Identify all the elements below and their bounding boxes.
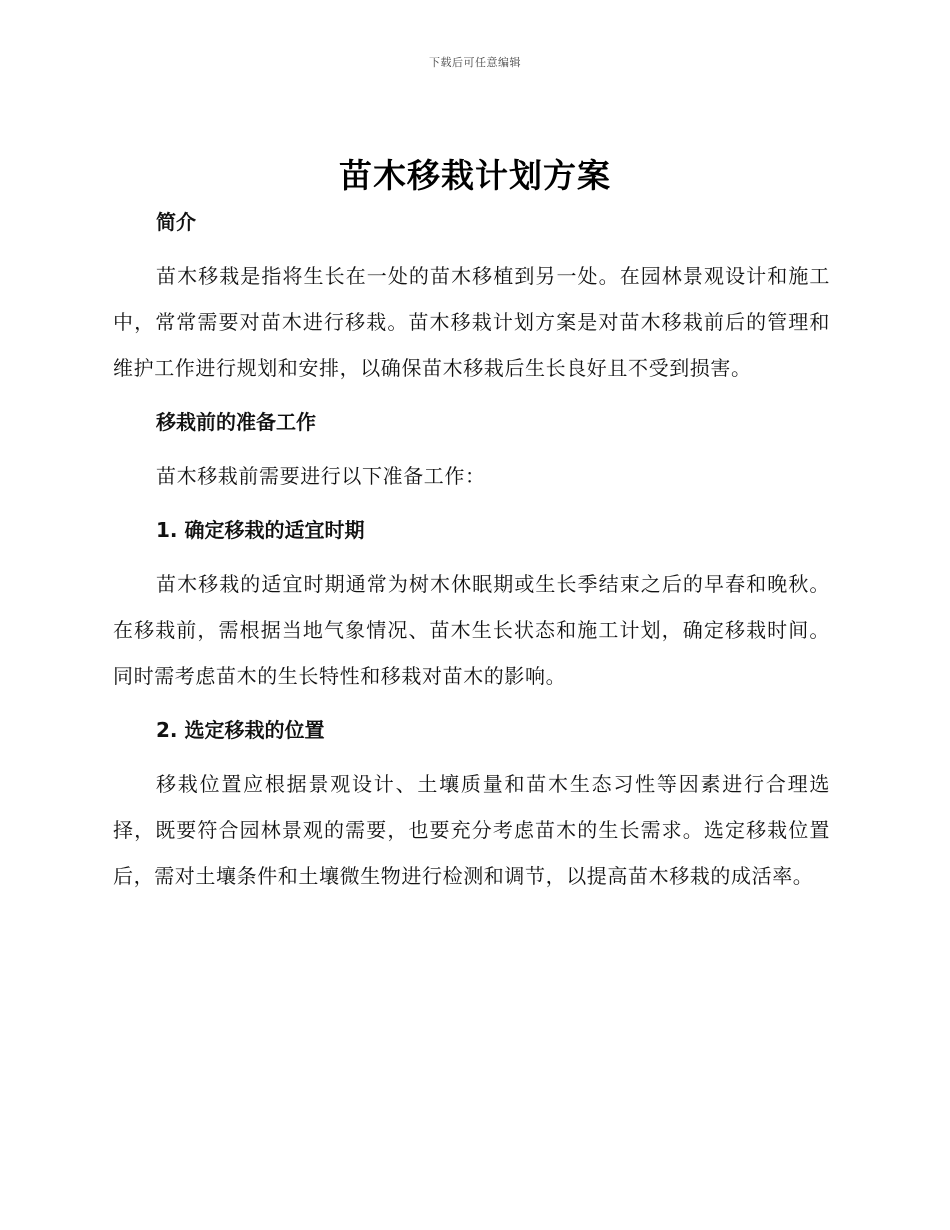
section-heading-intro: 简介 <box>156 210 196 234</box>
paragraph-item-1: 苗木移栽的适宜时期通常为树木休眠期或生长季结束之后的早春和晚秋。在移栽前，需根据当地气象情况、苗木生长状态和施工计划，确定移栽时间。同时需考虑苗木的生长特性和移栽对苗木的影响。 <box>113 572 830 688</box>
paragraph-intro: 苗木移栽是指将生长在一处的苗木移植到另一处。在园林景观设计和施工中，常常需要对苗木进行移栽。苗木移栽计划方案是对苗木移栽前后的管理和维护工作进行规划和安排，以确保苗木移栽后生长良好且不受到损害。 <box>113 264 830 380</box>
paragraph-item-2: 移栽位置应根据景观设计、土壤质量和苗木生态习性等因素进行合理选择，既要符合园林景观的需要，也要充分考虑苗木的生长需求。选定移栽位置后，需对土壤条件和土壤微生物进行检测和调节，以提高苗木移栽的成活率。 <box>113 772 830 888</box>
page-title: 苗木移栽计划方案 <box>339 156 611 195</box>
header-note: 下载后可任意编辑 <box>429 56 521 69</box>
section-heading-item-1: 1. 确定移栽的适宜时期 <box>156 518 365 542</box>
document-body <box>113 205 830 899</box>
section-heading-item-2: 2. 选定移栽的位置 <box>156 718 325 742</box>
section-heading-preparation: 移栽前的准备工作 <box>156 410 316 434</box>
paragraph-preparation: 苗木移栽前需要进行以下准备工作： <box>156 464 486 488</box>
